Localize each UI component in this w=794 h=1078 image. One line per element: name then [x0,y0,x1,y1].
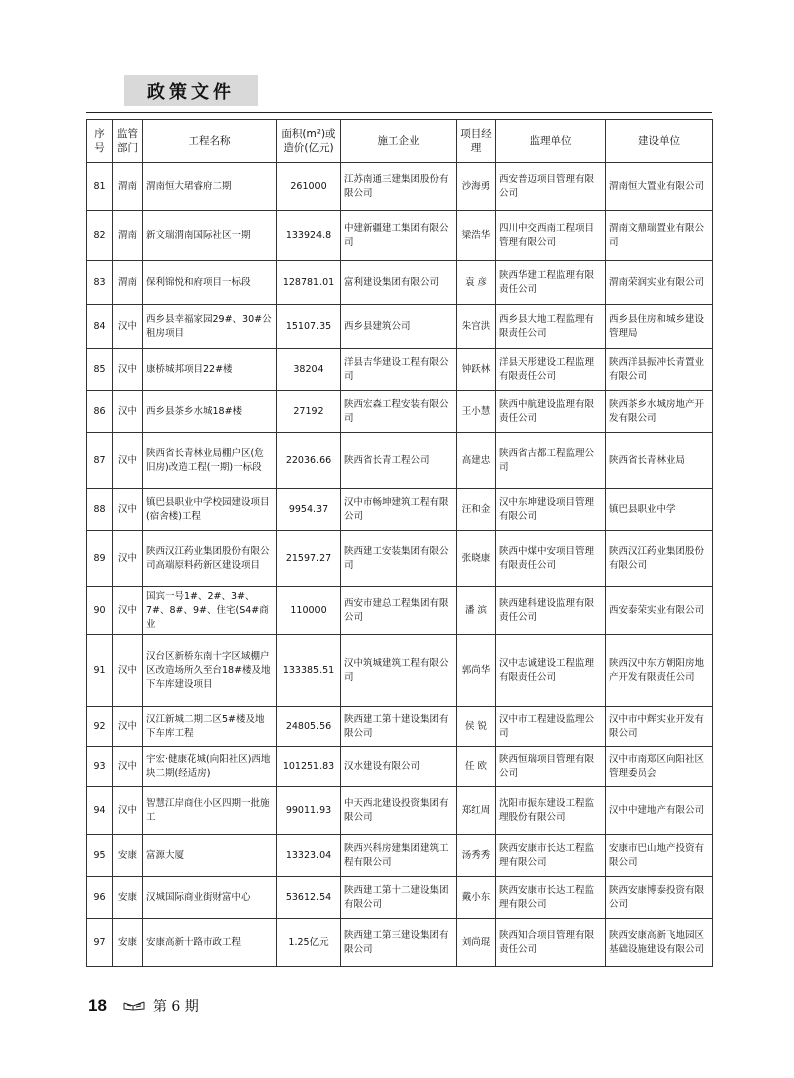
table-row [87,707,713,747]
table-row [87,163,713,211]
column-header: 施工企业 [341,120,457,163]
table-cell: 96 [87,877,113,919]
table-cell: 汉中 [113,587,143,635]
table-cell: 84 [87,305,113,349]
table-cell: 陕西省长青工程公司 [341,433,457,489]
table-cell: 镇巴县职业中学 [606,489,713,531]
table-cell: 渭南荣润实业有限公司 [606,261,713,305]
table-cell: 刘尚琨 [457,919,496,967]
table-cell: 陕西安康博泰投资有限公司 [606,877,713,919]
table-cell: 27192 [277,391,341,433]
table-cell: 陕西建工第三建设集团有限公司 [341,919,457,967]
table-cell: 陕西汉江药业集团股份有限公司高端原料药新区建设项目 [143,531,277,587]
table-cell: 陕西中煤中安项目管理有限责任公司 [496,531,606,587]
table-cell: 西乡县大地工程监理有限责任公司 [496,305,606,349]
table-cell: 陕西汉江药业集团股份有限公司 [606,531,713,587]
table-row [87,835,713,877]
table-cell: 新文瑞渭南国际社区一期 [143,211,277,261]
column-header: 项目经理 [457,120,496,163]
table-cell: 沈阳市振东建设工程监理股份有限公司 [496,787,606,835]
table-row [87,587,713,635]
table-cell: 86 [87,391,113,433]
table-cell: 1.25亿元 [277,919,341,967]
table-cell: 133924.8 [277,211,341,261]
table-row [87,349,713,391]
table-cell: 89 [87,531,113,587]
table-cell: 陕西安康高新飞地园区基础设施建设有限公司 [606,919,713,967]
table-cell: 西乡县幸福家园29#、30#公租房项目 [143,305,277,349]
section-header [124,75,258,106]
table-cell: 渭南恒大置业有限公司 [606,163,713,211]
table-cell: 陕西知合项目管理有限责任公司 [496,919,606,967]
section-title: 政策文件 [147,81,235,103]
table-cell: 53612.54 [277,877,341,919]
table-cell: 汉水建设有限公司 [341,747,457,787]
table-cell: 汉中 [113,305,143,349]
table-cell: 陕西省古都工程监理公司 [496,433,606,489]
table-cell: 智慧江岸商住小区四期一批施工 [143,787,277,835]
table-cell: 82 [87,211,113,261]
table-cell: 西乡县茶乡水城18#楼 [143,391,277,433]
table-cell: 宇宏·健康花城(向阳社区)西地块二期(经适房) [143,747,277,787]
table-row [87,747,713,787]
table-cell: 国宾一号1#、2#、3#、7#、8#、9#、住宅(S4#商业 [143,587,277,635]
table-cell: 王小慧 [457,391,496,433]
table-row [87,433,713,489]
table-cell: 汉中市南郑区向阳社区管理委员会 [606,747,713,787]
table-cell: 安康高新十路市政工程 [143,919,277,967]
table-row [87,305,713,349]
table-cell: 洋县天彤建设工程监理有限责任公司 [496,349,606,391]
book-icon [123,1001,145,1011]
table-cell: 陕西恒瑞项目管理有限公司 [496,747,606,787]
table-cell: 汉中 [113,787,143,835]
table-cell: 朱宫洪 [457,305,496,349]
table-row [87,531,713,587]
table-cell: 任 欧 [457,747,496,787]
table-cell: 张晓康 [457,531,496,587]
table-cell: 袁 彦 [457,261,496,305]
table-cell: 261000 [277,163,341,211]
table-cell: 渭南 [113,211,143,261]
table-cell: 汉中 [113,747,143,787]
table-cell: 91 [87,635,113,707]
table-cell: 汉中 [113,349,143,391]
table-cell: 保利锦悦和府项目一标段 [143,261,277,305]
table-cell: 潘 滨 [457,587,496,635]
table-cell: 侯 锐 [457,707,496,747]
table-cell: 陕西安康市长达工程监理有限公司 [496,835,606,877]
table-body [87,163,713,967]
table-cell: 富源大厦 [143,835,277,877]
table-cell: 高建忠 [457,433,496,489]
table-cell: 101251.83 [277,747,341,787]
table-cell: 西乡县住房和城乡建设管理局 [606,305,713,349]
table-cell: 128781.01 [277,261,341,305]
table-cell: 97 [87,919,113,967]
table-cell: 西乡县建筑公司 [341,305,457,349]
table-cell: 中建新疆建工集团有限公司 [341,211,457,261]
table-cell: 汉城国际商业街财富中心 [143,877,277,919]
table-cell: 康桥城邦项目22#楼 [143,349,277,391]
table-cell: 陕西省长青林业局棚户区(危旧房)改造工程(一期)一标段 [143,433,277,489]
table-cell: 汪和金 [457,489,496,531]
table-cell: 汉中筑城建筑工程有限公司 [341,635,457,707]
table-cell: 陕西华建工程监理有限责任公司 [496,261,606,305]
column-header: 监管部门 [113,120,143,163]
table-row [87,787,713,835]
table-cell: 钟跃林 [457,349,496,391]
table-cell: 西安泰荣实业有限公司 [606,587,713,635]
column-header: 监理单位 [496,120,606,163]
table-cell: 渭南恒大珺睿府二期 [143,163,277,211]
table-cell: 西安市建总工程集团有限公司 [341,587,457,635]
table-cell: 汉中 [113,489,143,531]
table-cell: 汉中志诚建设工程监理有限责任公司 [496,635,606,707]
table-cell: 87 [87,433,113,489]
table-cell: 陕西宏森工程安装有限公司 [341,391,457,433]
table-header [87,120,713,163]
table-cell: 安康市巴山地产投资有限公司 [606,835,713,877]
table-cell: 安康 [113,919,143,967]
table-cell: 安康 [113,835,143,877]
table-cell: 汉中市畅坤建筑工程有限公司 [341,489,457,531]
table-row [87,635,713,707]
table-cell: 西安普迈项目管理有限公司 [496,163,606,211]
table-row [87,211,713,261]
table-cell: 85 [87,349,113,391]
column-header: 序号 [87,120,113,163]
page-number: 18 [88,996,107,1015]
table-cell: 汤秀秀 [457,835,496,877]
table-cell: 9954.37 [277,489,341,531]
table-cell: 富利建设集团有限公司 [341,261,457,305]
table-cell: 戴小东 [457,877,496,919]
table-row [87,489,713,531]
table-cell: 94 [87,787,113,835]
table-row [87,919,713,967]
table-cell: 15107.35 [277,305,341,349]
table-cell: 汉中 [113,707,143,747]
table-cell: 92 [87,707,113,747]
column-header: 工程名称 [143,120,277,163]
table-cell: 汉中市工程建设监理公司 [496,707,606,747]
table-cell: 汉中东坤建设项目管理有限公司 [496,489,606,531]
table-cell: 38204 [277,349,341,391]
table-cell: 安康 [113,877,143,919]
table-cell: 渭南文鼎瑞置业有限公司 [606,211,713,261]
table-cell: 四川中交西南工程项目管理有限公司 [496,211,606,261]
project-table [86,119,713,967]
table-cell: 汉台区新桥东南十字区域棚户区改造场所久至台18#楼及地下车库建设项目 [143,635,277,707]
table-cell: 陕西建工安装集团有限公司 [341,531,457,587]
table-cell: 133385.51 [277,635,341,707]
table-cell: 陕西中航建设监理有限责任公司 [496,391,606,433]
table-cell: 汉中 [113,391,143,433]
table-cell: 陕西洋县振冲长青置业有限公司 [606,349,713,391]
table-cell: 中天西北建设投资集团有限公司 [341,787,457,835]
table-cell: 88 [87,489,113,531]
table-cell: 95 [87,835,113,877]
issue-label: 第 6 期 [152,999,199,1015]
column-header: 面积(m²)或造价(亿元) [277,120,341,163]
table-cell: 24805.56 [277,707,341,747]
table-cell: 陕西茶乡水城房地产开发有限公司 [606,391,713,433]
table-cell: 汉中市中辉实业开发有限公司 [606,707,713,747]
table-cell: 陕西建科建设监理有限责任公司 [496,587,606,635]
table-cell: 陕西建工第十二建设集团有限公司 [341,877,457,919]
table-cell: 93 [87,747,113,787]
table-cell: 沙海勇 [457,163,496,211]
header-row [87,120,713,163]
table-cell: 郭尚华 [457,635,496,707]
table-row [87,261,713,305]
table-cell: 81 [87,163,113,211]
table-cell: 郑红周 [457,787,496,835]
table-cell: 汉中 [113,531,143,587]
table-cell: 99011.93 [277,787,341,835]
table-cell: 汉中 [113,635,143,707]
table-cell: 陕西安康市长达工程监理有限公司 [496,877,606,919]
table-cell: 梁浩华 [457,211,496,261]
table-cell: 渭南 [113,261,143,305]
column-header: 建设单位 [606,120,713,163]
table-cell: 83 [87,261,113,305]
table-cell: 渭南 [113,163,143,211]
table-cell: 汉中 [113,433,143,489]
table-cell: 22036.66 [277,433,341,489]
table-cell: 90 [87,587,113,635]
table-cell: 汉江新城二期二区5#楼及地下车库工程 [143,707,277,747]
table-cell: 陕西建工第十建设集团有限公司 [341,707,457,747]
table-cell: 陕西兴科房建集团建筑工程有限公司 [341,835,457,877]
table-row [87,391,713,433]
table-cell: 13323.04 [277,835,341,877]
header-divider [86,112,712,113]
table-cell: 110000 [277,587,341,635]
table-cell: 汉中中建地产有限公司 [606,787,713,835]
table-row [87,877,713,919]
table-cell: 陕西省长青林业局 [606,433,713,489]
page-footer [88,996,199,1016]
table-cell: 21597.27 [277,531,341,587]
table-cell: 江苏南通三建集团股份有限公司 [341,163,457,211]
table-cell: 陕西汉中东方朝阳房地产开发有限责任公司 [606,635,713,707]
table-cell: 洋县吉华建设工程有限公司 [341,349,457,391]
table-cell: 镇巴县职业中学校园建设项目(宿舍楼)工程 [143,489,277,531]
